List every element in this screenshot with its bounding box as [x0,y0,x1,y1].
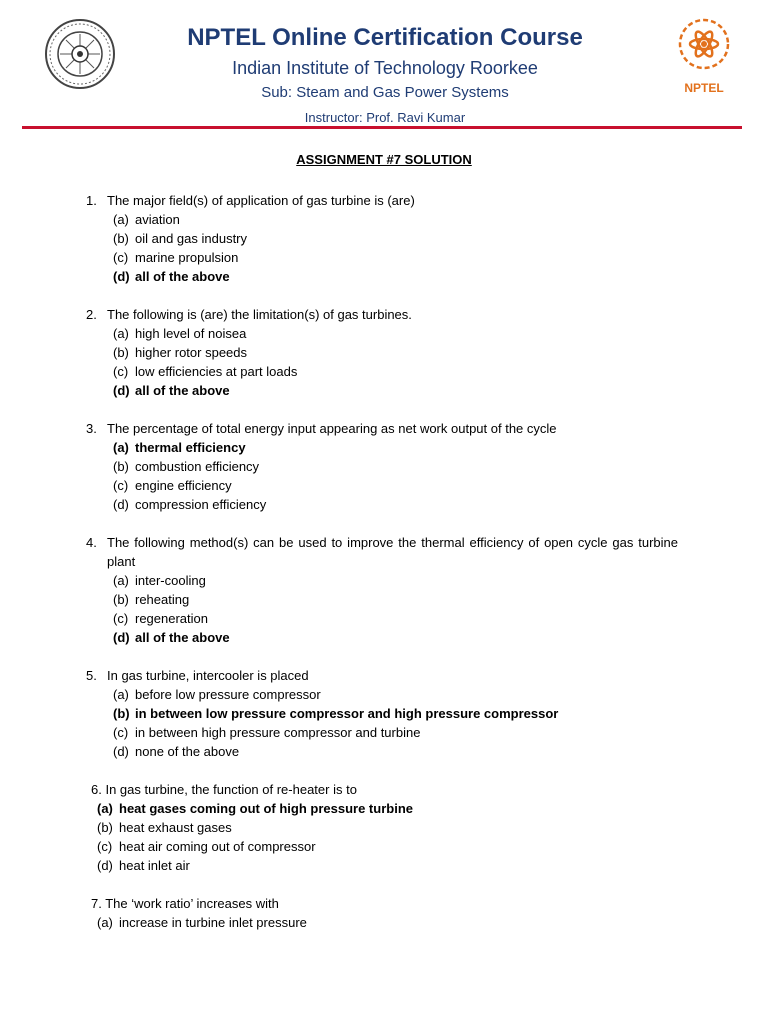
option-label: (b) [113,706,130,721]
spacer [86,400,678,419]
option-text: engine efficiency [135,478,232,493]
question-list [86,191,678,932]
option-text: high level of noisea [135,326,247,341]
option-label: (c) [97,839,113,854]
spacer [86,286,678,305]
option-list [113,685,678,761]
spacer [86,647,678,666]
nptel-logo [668,14,740,94]
option [113,324,678,343]
option-text: in between low pressure compressor and high pressure compressor [135,706,559,721]
question-text: The following method(s) can be used to improve the thermal efficiency of open cycle gas turbine plant [107,535,678,569]
option [97,913,678,932]
option [113,210,678,229]
question-7 [86,894,678,932]
correct-option [113,438,678,457]
option [113,248,678,267]
option-text: in between high pressure compressor and turbine [135,725,421,740]
question-text: The percentage of total energy input appearing as net work output of the cycle [107,421,557,436]
nptel-logo-text: NPTEL [684,81,724,95]
question-text: In gas turbine, intercooler is placed [107,668,309,683]
option-label: (a) [113,440,129,455]
option-text: low efficiencies at part loads [135,364,298,379]
institute-name: Indian Institute of Technology Roorkee [232,58,538,78]
option-list [97,913,678,932]
correct-option [113,704,678,723]
question-3 [86,419,678,514]
option [113,571,678,590]
question-text: 7. The ‘work ratio’ increases with [91,896,279,911]
option [97,818,678,837]
instructor-line: Instructor: Prof. Ravi Kumar [304,110,466,125]
option-label: (b) [113,459,129,474]
option-label: (b) [113,592,129,607]
spacer [86,514,678,533]
option-text: oil and gas industry [135,231,248,246]
option-text: combustion efficiency [135,459,260,474]
option-text: thermal efficiency [135,440,246,455]
assignment-title: ASSIGNMENT #7 SOLUTION [296,152,472,167]
question-4 [86,533,678,647]
option-label: (d) [113,497,129,512]
option-label: (b) [97,820,113,835]
option-text: marine propulsion [135,250,239,265]
option-label: (a) [113,573,129,588]
question-6 [86,780,678,875]
correct-option [113,267,678,286]
option [113,723,678,742]
iit-roorkee-seal-logo [44,18,116,90]
option-text: heat exhaust gases [119,820,232,835]
option-label: (d) [113,269,130,284]
option [113,457,678,476]
option [113,609,678,628]
option-text: higher rotor speeds [135,345,248,360]
option-label: (a) [113,212,129,227]
option-text: reheating [135,592,190,607]
option-label: (d) [97,858,113,873]
option-label: (a) [97,801,113,816]
option [113,229,678,248]
option-text: increase in turbine inlet pressure [119,915,307,930]
option-label: (c) [113,611,129,626]
option-label: (c) [113,725,129,740]
option-label: (d) [113,630,130,645]
correct-option [97,799,678,818]
header-divider [22,126,742,129]
question-text: 6. In gas turbine, the function of re-heater is to [91,782,357,797]
option [113,476,678,495]
question-1 [86,191,678,286]
option [113,343,678,362]
question-5 [86,666,678,761]
option-label: (d) [113,744,129,759]
option [113,362,678,381]
option [113,685,678,704]
question-number: 2. [86,307,97,322]
option-text: heat air coming out of compressor [119,839,316,854]
option-list [113,571,678,647]
option-label: (a) [97,915,113,930]
correct-option [113,628,678,647]
option-text: all of the above [135,383,230,398]
question-text: The major field(s) of application of gas turbine is (are) [107,193,415,208]
option-text: heat inlet air [119,858,190,873]
option-list [113,210,678,286]
option [97,837,678,856]
option-text: aviation [135,212,180,227]
option-text: inter-cooling [135,573,206,588]
option-list [113,438,678,514]
option-label: (b) [113,345,129,360]
option-label: (c) [113,478,129,493]
question-text: The following is (are) the limitation(s) of gas turbines. [107,307,412,322]
option-text: compression efficiency [135,497,267,512]
course-title: NPTEL Online Certification Course [187,24,583,51]
option-text: before low pressure compressor [135,687,321,702]
correct-option [113,381,678,400]
question-number: 1. [86,193,97,208]
option [113,590,678,609]
spacer [86,761,678,780]
option-label: (a) [113,687,129,702]
option-label: (d) [113,383,130,398]
nptel-emblem-icon [668,14,740,74]
option [113,742,678,761]
option-text: all of the above [135,269,230,284]
question-number: 3. [86,421,97,436]
option [113,495,678,514]
option-label: (b) [113,231,129,246]
question-number: 5. [86,668,97,683]
option-label: (c) [113,364,129,379]
option-list [113,324,678,400]
question-number: 4. [86,535,97,550]
option-label: (a) [113,326,129,341]
option-list [97,799,678,875]
option-label: (c) [113,250,129,265]
subject-line: Sub: Steam and Gas Power Systems [261,84,509,101]
option-text: all of the above [135,630,230,645]
spacer [86,875,678,894]
question-2 [86,305,678,400]
option [97,856,678,875]
option-text: none of the above [135,744,240,759]
option-text: heat gases coming out of high pressure turbine [119,801,413,816]
option-text: regeneration [135,611,208,626]
